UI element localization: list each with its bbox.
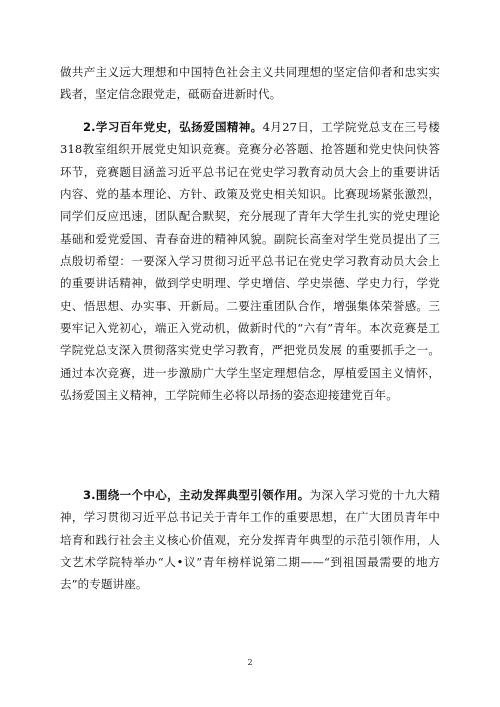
page-number: 2 xyxy=(247,658,253,667)
section-2-heading: 2.学习百年党史，弘扬爱国精神。 xyxy=(83,120,263,134)
section-2-block xyxy=(60,116,440,406)
section-3-heading: 3.围绕一个中心，主动发挥典型引领作用。 xyxy=(83,488,310,502)
section-2-body: 4月27日，工学院党总支在三号楼318教室组织开展党史知识竞赛。竞赛分必答题、抢答题和党史快问快答环节，竞赛题目涵盖习近平总书记在党史学习教育动员大会上的重要讲话内容、党的基本理论、方针、政策及党史相关知识。比赛现场紧张激烈，同学们反应迅速，团队配合默契，充分展现了青年大学生扎实的党史理论基础和爱党爱国、青春奋进的精神风貌。副院长高奎对学生党员提出了三点殷切希望：一要深入学习贯彻习近平总书记在党史学习教育动员大会上的重要讲话精神，做到学史明理、学史增信、学史崇德、学史力行，学党史、悟思想、办实事、开新局。二要注重团队合作，增强集体荣誉感。三要牢记入党初心，端正入党动机，做新时代的“六有”青年。本次竞赛是工学院党总支深入贯彻落实党史学习教育，严把党员发展 的重要抓手之一。通过本次竞赛，进一步激励广大学生坚定理想信念，厚植爱国主义情怀，弘扬爱国主义精神，工学院师生必将以昂扬的姿态迎接建党百年。 xyxy=(60,120,440,403)
section-3-body: 为深入学习党的十九大精神，学习贯彻习近平总书记关于青年工作的重要思想，在广大团员青年中培育和践行社会主义核心价值观，充分发挥青年典型的示范引领作用，人文艺术学院特举办“人•议”青年榜样说第二期——“到祖国最需要的地方去”的专题讲座。 xyxy=(60,488,440,592)
intro-paragraph: 做共产主义远大理想和中国特色社会主义共同理想的坚定信仰者和忠实实践者，坚定信念跟党走，砥砺奋进新时代。 xyxy=(60,65,440,102)
intro-paragraph-block xyxy=(60,61,440,106)
section-3-paragraph xyxy=(60,484,440,596)
section-2-paragraph xyxy=(60,116,440,406)
section-3-block xyxy=(60,484,440,596)
